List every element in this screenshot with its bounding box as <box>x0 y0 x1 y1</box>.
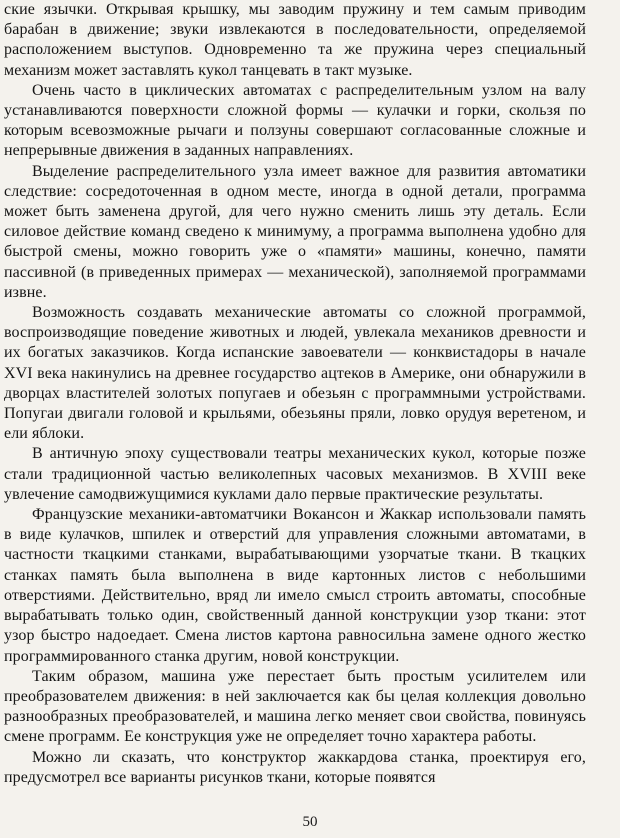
page-number: 50 <box>302 814 318 830</box>
paragraph-1: ские язычки. Открывая крышку, мы заводим пружину и тем самым приводим барабан в движение; звуки извлекаются в последовательности, определяемой расположением выступов. Одновременно та же пружина через специальный механизм может заставлять кукол танцевать в такт музыке. <box>4 1 586 79</box>
paragraph-6: Французские механики-автоматчики Вокансон и Жаккар использовали память в виде кулачков, шпилек и отверстий для управления сложными автоматами, в частности ткацкими станками, вырабатывающими узорчатые ткани. В ткацких станках память была выполнена в виде картонных листов с небольшими отверстиями. Действительно, вряд ли имело смысл строить автоматы, способные вырабатывать только один, свойственный данной конструкции узор ткани: этот узор быстро надоедает. Смена листов картона равносильна замене одного жестко программированного станка другим, новой конструкции. <box>4 506 586 665</box>
paragraph-7: Таким образом, машина уже перестает быть простым усилителем или преобразователем движения: в ней заключается как бы целая коллекция довольно разнообразных преобразователей, и машина легко меняет свои свойства, повинуясь смене программ. Ее конструкция уже не определяет точно характера работы. <box>4 667 586 746</box>
paragraph-4: Возможность создавать механические автоматы со сложной программой, воспроизводящие поведение животных и людей, увлекала механиков древности и их богатых заказчиков. Когда испанские завоеватели — конквистадоры в начале XVI века накинулись на древнее государство ацтеков в Америке, они обнаружили в дворцах властителей золотых попугаев и обезьян с программными устройствами. Попугаи двигали головой и крыльями, обезьяны пряли, ловко орудуя веретеном, и ели яблоки. <box>4 304 586 443</box>
paragraph-5: В античную эпоху существовали театры механических кукол, которые позже стали традиционной частью великолепных часовых механизмов. В XVIII веке увлечение самодвижущимися куклами дало первые практические результаты. <box>4 445 586 503</box>
paragraph-2: Очень часто в циклических автоматах с распределительным узлом на валу устанавливаются поверхности сложной формы — кулачки и горки, скользя по которым всевозможные рычаги и ползуны совершают согласованные сложные и непрерывные движения в заданных направлениях. <box>4 81 586 160</box>
paragraph-3: Выделение распределительного узла имеет важное для развития автоматики следствие: сосредоточенная в одном месте, иногда в одной детали, программа может быть заменена другой, для чего нужно сменить лишь эту деталь. Если силовое действие команд сведено к минимуму, а программа выполнена удобно для быстрой смены, можно говорить уже о «памяти» машины, конечно, памяти пассивной (в приведенных примерах — механической), заполняемой программами извне. <box>4 162 586 301</box>
body-text <box>4 0 586 788</box>
paragraph-8: Можно ли сказать, что конструктор жаккардова станка, проектируя его, предусмотрел все варианты рисунков ткани, которые появятся <box>4 748 586 786</box>
